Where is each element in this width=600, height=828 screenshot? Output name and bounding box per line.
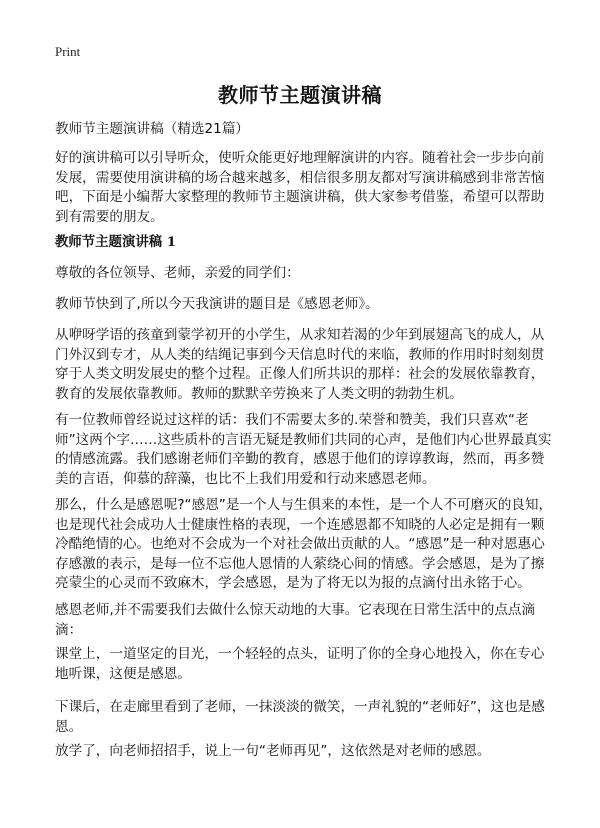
section-heading: 教师节主题演讲稿 1 bbox=[55, 234, 177, 250]
paragraph-after-school: 放学了，向老师招招手，说上一句“老师再见”，这依然是对老师的感恩。 bbox=[55, 743, 491, 759]
paragraph-topic: 教师节快到了,所以今天我演讲的题目是《感恩老师》。 bbox=[55, 296, 379, 312]
document-title: 教师节主题演讲稿 bbox=[218, 83, 382, 107]
document-subtitle: 教师节主题演讲稿（精选21篇） bbox=[55, 121, 250, 137]
paragraph-daily-life: 感恩老师,并不需要我们去做什么惊天动地的大事。它表现在日常生活中的点点滴滴： bbox=[55, 602, 536, 638]
paragraph-quote: 有一位教师曾经说过这样的话：我们不需要太多的.荣誉和赞美，我们只喜欢“老师”这两个字……这些质朴的言语无疑是教师们共同的心声，是他们内心世界最真实的情感流露。我们感谢老师们辛勤的教育，感恩于他们的谆谆教诲，然而，再多赞美的言语，仰慕的辞藻，也比不上我们用爱和行动来感恩老师。 bbox=[55, 412, 552, 487]
paragraph-history: 从咿呀学语的孩童到蒙学初开的小学生，从求知若渴的少年到展翅高飞的成人，从门外汉到专才，从人类的结绳记事到今天信息时代的来临，教师的作用时时刻刻贯穿于人类文明发展史的整个过程。正像人们所共识的那样：社会的发展依靠教育，教育的发展依靠教师。教师的默默辛劳换来了人类文明的勃勃生机。 bbox=[55, 327, 545, 402]
paragraph-after-class: 下课后，在走廊里看到了老师，一抹淡淡的微笑，一声礼貌的“老师好”，这也是感恩。 bbox=[55, 699, 545, 735]
paragraph-classroom: 课堂上，一道坚定的目光，一个轻轻的点头，证明了你的全身心地投入，你在专心地听课，这便是感恩。 bbox=[55, 646, 545, 682]
intro-paragraph: 好的演讲稿可以引导听众，使听众能更好地理解演讲的内容。随着社会一步步向前发展，需要使用演讲稿的场合越来越多，相信很多朋友都对写演讲稿感到非常苦恼吧，下面是小编帮大家整理的教师节主题演讲稿，供大家参考借鉴，希望可以帮助到有需要的朋友。 bbox=[55, 150, 545, 225]
paragraph-greeting: 尊敬的各位领导、老师，亲爱的同学们： bbox=[55, 265, 300, 281]
paragraph-gratitude: 那么，什么是感恩呢?“感恩”是一个人与生俱来的本性，是一个人不可磨灭的良知，也是现代社会成功人士健康性格的表现，一个连感恩都不知晓的人必定是拥有一颗冷酷绝情的心。也绝对不会成为一个对社会做出贡献的人。“感恩”是一种对恩惠心存感激的表示，是每一位不忘他人恩情的人萦绕心间的情感。学会感恩，是为了擦亮蒙尘的心灵而不致麻木，学会感恩，是为了将无以为报的点滴付出永铭于心。 bbox=[55, 497, 553, 591]
print-label: Print bbox=[55, 44, 81, 59]
